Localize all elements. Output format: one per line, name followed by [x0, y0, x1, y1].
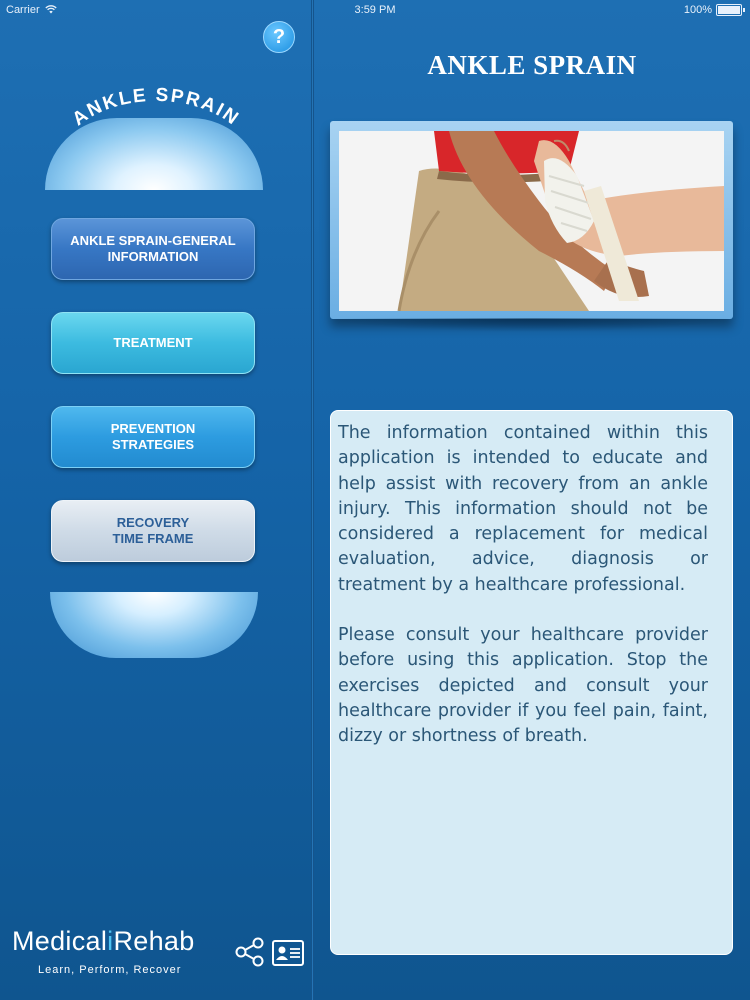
general-information-label-2: INFORMATION [107, 249, 199, 264]
photo-frame [330, 121, 733, 319]
recovery-label-1: RECOVERY [116, 515, 190, 530]
treatment-button[interactable] [51, 312, 255, 374]
pane-divider [311, 0, 314, 1000]
battery-percent: 100% [683, 4, 712, 16]
recovery-time-frame-button[interactable] [51, 500, 255, 562]
medicalirehab-logo[interactable] [12, 926, 227, 980]
treatment-label: TREATMENT [113, 335, 193, 350]
status-bar [0, 0, 750, 20]
clock: 3:59 PM [354, 4, 396, 16]
contact-card-icon[interactable] [272, 940, 304, 966]
battery-status [684, 0, 742, 20]
carrier-label: Carrier [6, 4, 40, 16]
logo-name-end: Rehab [113, 926, 195, 956]
share-icon[interactable] [234, 936, 266, 968]
general-information-button[interactable] [51, 218, 255, 280]
arc-title [45, 78, 263, 158]
disclaimer-paragraph-2: Please consult your healthcare provider before using this application. Stop the exercises depicted and consult your healthcare provider if you feel pain, faint, dizzy or shortness of breath. [338, 625, 708, 747]
recovery-label-2: TIME FRAME [112, 531, 194, 546]
logo-tagline: Learn, Perform, Recover [38, 964, 182, 976]
prevention-label-1: PREVENTION [110, 421, 196, 436]
svg-text:ANKLE SPRAIN [69, 85, 244, 130]
prevention-strategies-button[interactable] [51, 406, 255, 468]
disclaimer-paragraph-1: The information contained within this application is intended to educate and help assist with recovery from an ankle injury. This information should not be considered a replacement for medical evaluation, advice, diagnosis or treatment by a healthcare professional. [338, 423, 708, 595]
arc-title-text: ANKLE SPRAIN [68, 84, 244, 131]
ankle-taping-illustration [339, 131, 724, 311]
help-button[interactable]: ? [263, 21, 295, 53]
ankle-taping-photo [339, 131, 724, 311]
bottom-dome-decoration [50, 592, 258, 658]
general-information-label-1: ANKLE SPRAIN-GENERAL [70, 233, 236, 248]
logo-name [12, 926, 195, 957]
photo-shadow-decoration [330, 318, 733, 332]
page-title: ANKLE SPRAIN [427, 50, 637, 80]
disclaimer-box [330, 410, 733, 955]
logo-name-i: i [107, 926, 114, 956]
prevention-label-2: STRATEGIES [111, 437, 195, 452]
battery-icon [716, 4, 742, 16]
battery-fill [718, 6, 740, 14]
logo-name-start: Medical [12, 926, 108, 956]
